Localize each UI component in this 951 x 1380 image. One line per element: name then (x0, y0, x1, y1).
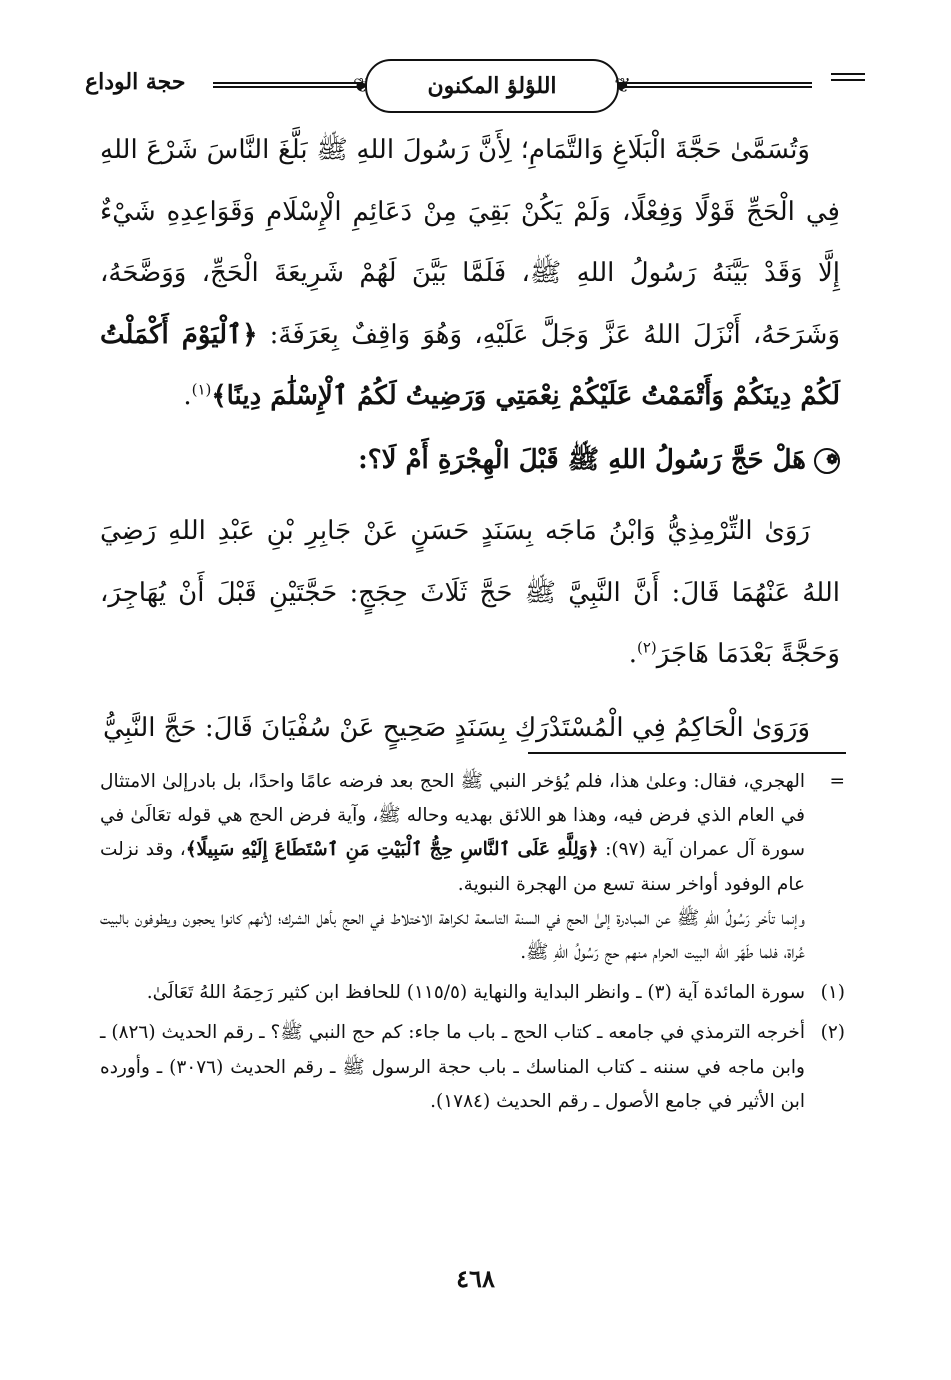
header-rule-middle-right (617, 82, 812, 88)
paragraph-1-end: . (183, 381, 192, 411)
header-rule-right-top (831, 73, 865, 75)
footnote-continued-paragraph (100, 902, 845, 970)
question-heading: هَلْ حَجَّ رَسُولُ اللهِ ﷺ قَبْلَ الْهِجْرَةِ أَمْ لَا؟: (358, 444, 806, 475)
footnote-1-mark: (١) (820, 982, 845, 1004)
paragraph-3 (100, 698, 840, 760)
footnote-continued-text-1: الهجري، فقال: وعلىٰ هذا، فلم يُؤخر النبي ﷺ الحج بعد فرضه عامًا واحدًا، بل بادرإلىٰ الامتثال في العام الذي فرض فيه، وهذا هو اللائق بهديه وحاله ﷺ، وآية فرض الحج هي قوله تعَالَىٰ في سورة آل عمران آية (٩٧): (100, 771, 805, 861)
paragraph-3-text: وَرَوَىٰ الْحَاكِمُ فِي الْمُسْتَدْرَكِ بِسَنَدٍ صَحِيحٍ عَنْ سُفْيَانَ قَالَ: حَجَّ النَّبِيُّ (102, 712, 810, 743)
page-number: ٤٦٨ (456, 1264, 495, 1293)
footnote-ref-2[interactable]: (٢) (637, 638, 657, 657)
paragraph-1 (100, 120, 840, 428)
quran-verse: ﴿ٱلْيَوْمَ أَكْمَلْتُ لَكُمْ دِينَكُمْ وَأَتْمَمْتُ عَلَيْكُمْ نِعْمَتِي وَرَضِيتُ لَكُمُ ٱلْإِسْلَٰمَ دِينًا﴾ (100, 319, 840, 411)
footnote-continued-text-3: وإنما تأخر رَسُولُ اللهِ ﷺ عن المبادرة إلىٰ الحج في السنة التاسعة لكراهة الاختلاط في الحج بأهل الشرك؛ لأنهم كانوا يحجون ويطوفون بالبيت عُراة، فلما طَهّر الله البيت الحرام منهم حج رَسُولُ اللهِ ﷺ. (100, 907, 805, 964)
flourish-ornament-icon: ❦ (353, 73, 370, 97)
section-question (100, 430, 840, 492)
main-text (100, 120, 840, 759)
chapter-title: حجة الوداع (85, 69, 186, 95)
paragraph-1-text: وَتُسَمَّىٰ حَجَّةَ الْبَلَاغِ وَالتَّمَامِ؛ لِأَنَّ رَسُولَ اللهِ ﷺ بَلَّغَ النَّاسَ شَرْعَ اللهِ فِي الْحَجِّ قَوْلًا وَفِعْلًا، وَلَمْ يَكُنْ بَقِيَ مِنْ دَعَائِمِ الْإِسْلَامِ وَقَوَاعِدِهِ شَيْءٌ إِلَّا وَقَدْ بَيَّنَهُ رَسُولُ اللهِ ﷺ، فَلَمَّا بَيَّنَ لَهُمْ شَرِيعَةَ الْحَجِّ، وَوَضَّحَهُ، وَشَرَحَهُ، أَنْزَلَ اللهُ عَزَّ وَجَلَّ عَلَيْهِ، وَهُوَ وَاقِفٌ بِعَرَفَةَ: (100, 135, 840, 350)
flourish-ornament-icon: ❦ (614, 73, 631, 97)
footnote-ref-1[interactable]: (١) (191, 380, 212, 399)
footnote-1 (100, 976, 845, 1010)
paragraph-2-end: . (628, 639, 637, 669)
header-rule-right-bottom (831, 79, 865, 81)
footnote-1-text: سورة المائدة آية (٣) ـ وانظر البداية والنهاية (١١٥/٥) للحافظ ابن كثير رَحِمَهُ اللهُ تَعَالَىٰ. (146, 982, 805, 1004)
footnote-quran-verse: ﴿وَلِلَّهِ عَلَى ٱلنَّاسِ حِجُّ ٱلْبَيْتِ مَنِ ٱسْتَطَاعَ إِلَيْهِ سَبِيلًا﴾ (185, 839, 599, 861)
footnote-continued-text-2: ، وقد نزلت عام الوفود أواخر سنة تسع من الهجرة النبوية. (100, 839, 805, 895)
running-header (85, 55, 865, 115)
book-title-cartouche (353, 59, 631, 113)
paragraph-2 (100, 501, 840, 686)
flower-bullet-icon: ❁ (814, 448, 840, 474)
footnote-continued (100, 765, 845, 902)
header-rule-left (213, 82, 363, 88)
footnote-separator (528, 752, 846, 754)
footnote-2-mark: (٢) (820, 1022, 845, 1044)
footnotes (100, 765, 845, 1119)
paragraph-2-text: رَوَىٰ التِّرْمِذِيُّ وَابْنُ مَاجَه بِسَنَدٍ حَسَنٍ عَنْ جَابِرِ بْنِ عَبْدِ اللهِ رَضِيَ اللهُ عَنْهُمَا قَالَ: أَنَّ النَّبِيَّ ﷺ حَجَّ ثَلَاثَ حِجَجٍ: حَجَّتَيْنِ قَبْلَ أَنْ يُهَاجِرَ، وَحَجَّةً بَعْدَمَا هَاجَرَ (100, 516, 840, 669)
footnote-2-text: أخرجه الترمذي في جامعه ـ كتاب الحج ـ باب ما جاء: كم حج النبي ﷺ؟ ـ رقم الحديث (٨٢٦) ـ وابن ماجه في سننه ـ كتاب المناسك ـ باب حجة الرسول ﷺ ـ رقم الحديث (٣٠٧٦) ـ وأورده ابن الأثير في جامع الأصول ـ رقم الحديث (١٧٨٤). (100, 1022, 805, 1112)
footnote-2 (100, 1016, 845, 1119)
book-title: اللؤلؤ المكنون (427, 73, 557, 99)
continuation-mark: = (829, 771, 845, 792)
